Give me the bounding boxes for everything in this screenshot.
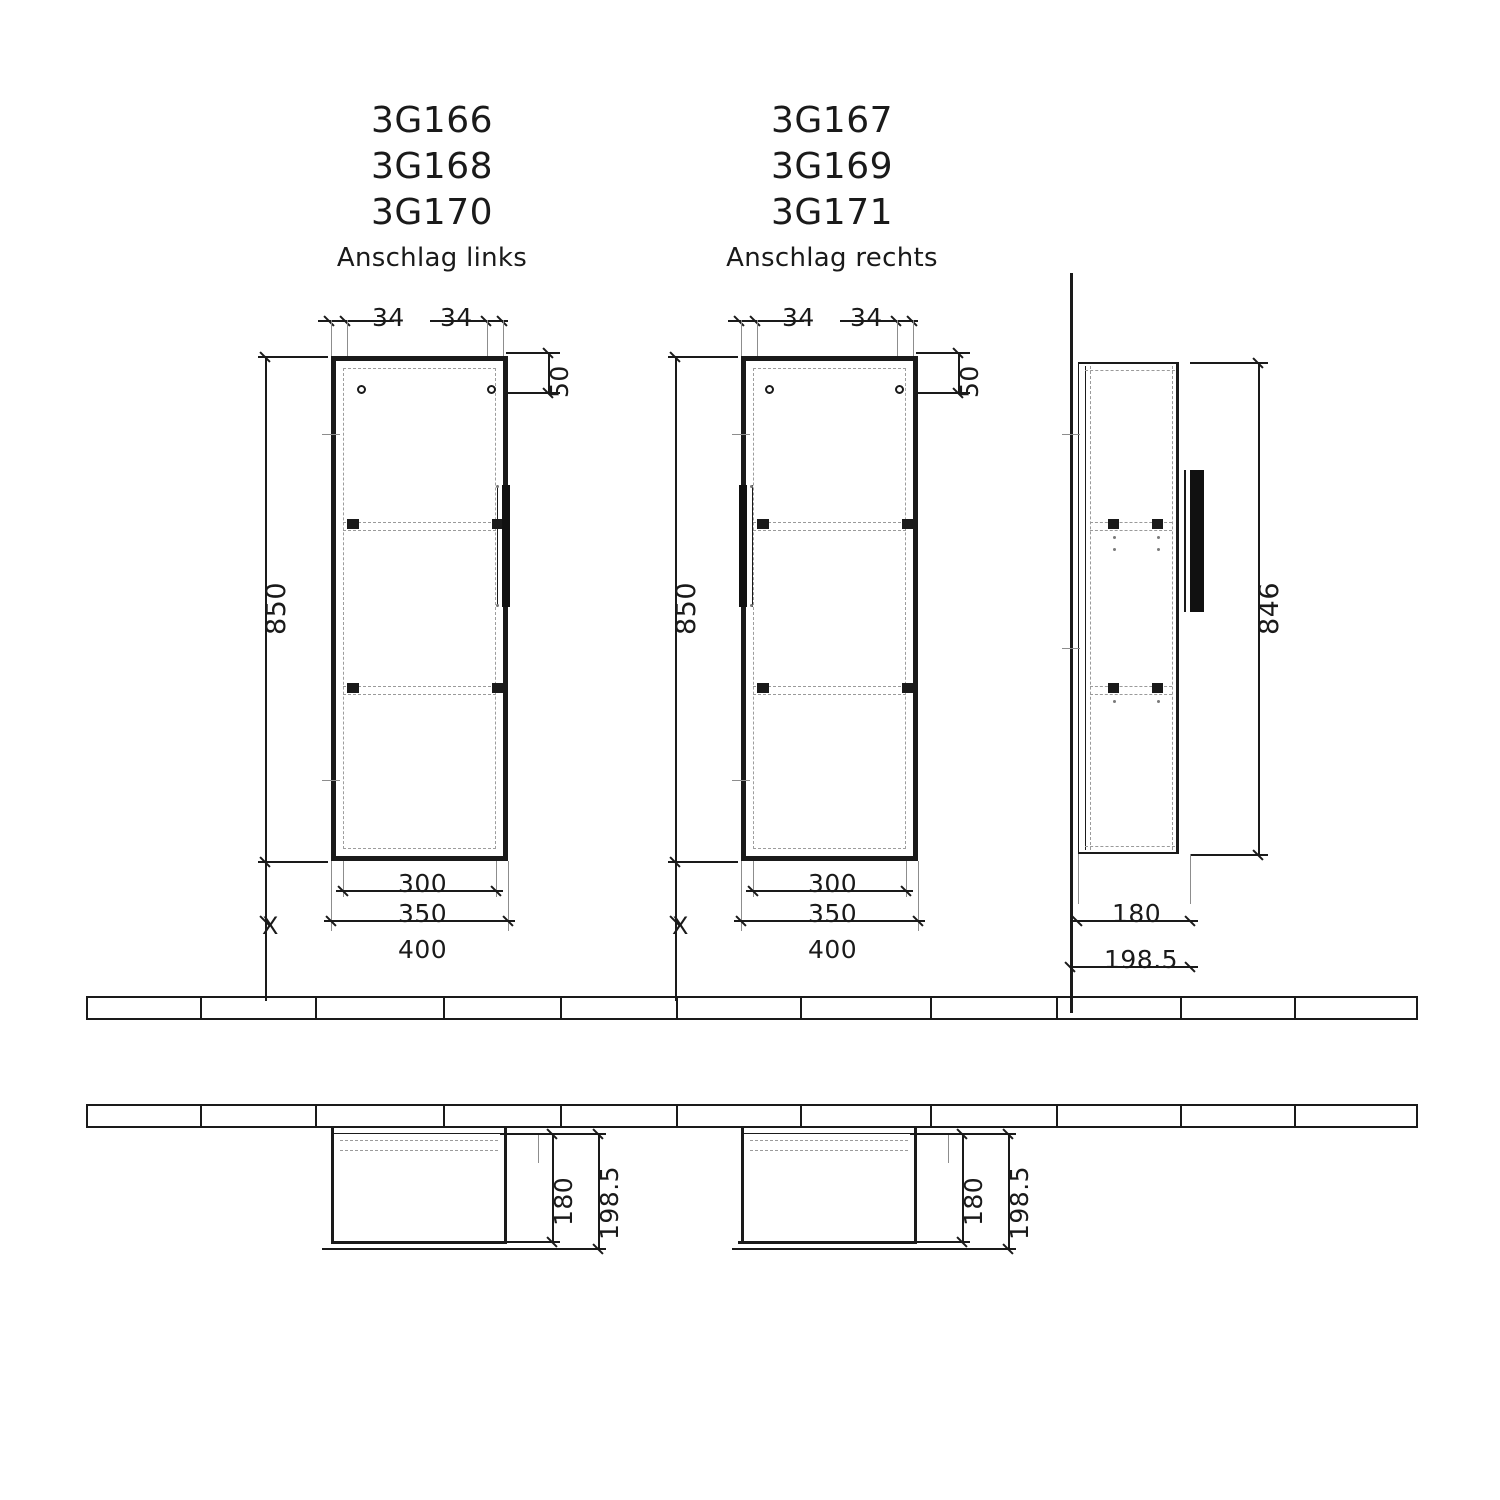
product-code-3g171: 3G171 (770, 192, 893, 234)
bl-inner-dash-2 (340, 1150, 498, 1151)
shelf-bracket (902, 683, 914, 693)
title-middle-subtitle: Anschlag rechts (726, 243, 938, 274)
br-handle-edge (732, 1248, 927, 1250)
door-handle-left (502, 485, 510, 607)
bl-dim-ext-bot-198 (500, 1248, 606, 1250)
section-div (1180, 1104, 1182, 1126)
centre-mark (732, 780, 750, 781)
dim-ext-850-mid-bot (668, 861, 738, 863)
hinge-point-left-2 (487, 385, 496, 394)
title-left-subtitle: Anschlag links (336, 243, 528, 274)
dim-400-left: 400 (398, 935, 448, 964)
bl-inner-dash-1 (340, 1140, 498, 1141)
centre-mark (322, 780, 340, 781)
dot (1113, 548, 1116, 551)
br-inner-dash-2 (750, 1150, 908, 1151)
cabinet-door-panel-middle (753, 368, 906, 849)
shelf-bracket (347, 683, 359, 693)
section-div (800, 1104, 802, 1126)
shelf-bracket (757, 519, 769, 529)
section-div (1294, 1104, 1296, 1126)
dot (1113, 700, 1116, 703)
br-front-edge (738, 1241, 914, 1244)
floor-cap (1416, 996, 1418, 1018)
dot (1113, 536, 1116, 539)
shelf-bracket (1108, 683, 1119, 693)
ext-line (1078, 854, 1079, 904)
shelf-bracket (347, 519, 359, 529)
centre-mark (1062, 648, 1080, 649)
shelf-line-left-1b (343, 530, 496, 531)
side-shelf-1b (1090, 530, 1172, 531)
br-right-edge (914, 1126, 917, 1244)
side-inner-dash-top (1085, 370, 1175, 371)
hinge-point-mid-2 (895, 385, 904, 394)
handle-edge (497, 485, 498, 607)
floor-div (930, 996, 932, 1018)
shelf-bracket (757, 683, 769, 693)
br-inner-dash-1 (750, 1140, 908, 1141)
section-cap (1416, 1104, 1418, 1126)
shelf-line-mid-1 (753, 522, 906, 523)
centre-mark (322, 434, 340, 435)
section-div (200, 1104, 202, 1126)
floor-div (1294, 996, 1296, 1018)
dot (1157, 536, 1160, 539)
hinge-point-mid-1 (765, 385, 774, 394)
shelf-line-left-1 (343, 522, 496, 523)
handle-edge-side (1184, 470, 1186, 612)
ext-line (1190, 854, 1191, 904)
floor-div (315, 996, 317, 1018)
shelf-line-mid-2b (753, 694, 906, 695)
br-dim-ext-bot-198 (910, 1248, 1016, 1250)
title-block-left (322, 98, 542, 276)
section-div (676, 1104, 678, 1126)
shelf-line-left-2b (343, 694, 496, 695)
dim-34-left-a: 34 (372, 303, 405, 332)
shelf-bracket (1152, 519, 1163, 529)
dot (1157, 700, 1160, 703)
br-left-edge (741, 1126, 744, 1244)
dim-850-mid: 850 (671, 581, 702, 635)
side-front-edge (1176, 362, 1179, 854)
shelf-bracket (902, 519, 914, 529)
dim-180-side: 180 (1112, 899, 1162, 928)
dim-ext-850-left-top (258, 356, 328, 358)
dim-198-bottom-left: 198.5 (595, 1165, 624, 1240)
dim-350-mid: 350 (808, 899, 858, 928)
side-inner-dash-bot (1085, 846, 1175, 847)
floor-div (560, 996, 562, 1018)
floor-line-top (86, 996, 1418, 998)
section-div (930, 1104, 932, 1126)
section-div (443, 1104, 445, 1126)
section-div (315, 1104, 317, 1126)
floor-div (676, 996, 678, 1018)
dot (750, 485, 753, 488)
section-line-top (86, 1104, 1418, 1106)
dim-x-left: X (262, 912, 279, 940)
floor-div (800, 996, 802, 1018)
bl-left-edge (331, 1126, 334, 1244)
shelf-line-left-2 (343, 686, 496, 687)
dim-198-side: 198.5 (1104, 945, 1179, 974)
bl-back-edge (331, 1133, 507, 1134)
shelf-line-mid-2 (753, 686, 906, 687)
section-div (1056, 1104, 1058, 1126)
dim-34-left-b: 34 (440, 303, 473, 332)
product-code-3g167: 3G167 (770, 100, 893, 141)
dim-300-left: 300 (398, 869, 448, 898)
side-inner-dash (1172, 366, 1173, 850)
shelf-bracket (492, 683, 504, 693)
ext-line (538, 1133, 539, 1163)
product-code-3g169: 3G169 (770, 146, 893, 188)
dim-x-mid: X (672, 912, 689, 940)
floor-div (443, 996, 445, 1018)
centre-mark (1062, 434, 1080, 435)
dim-850-left: 850 (261, 581, 292, 635)
product-code-3g166: 3G166 (370, 100, 493, 141)
door-handle-middle (739, 485, 747, 607)
shelf-line-mid-1b (753, 530, 906, 531)
side-shelf-2b (1090, 694, 1172, 695)
floor-div (200, 996, 202, 1018)
dim-50-mid: 50 (955, 365, 984, 398)
dim-400-mid: 400 (808, 935, 858, 964)
dot (1157, 548, 1160, 551)
dim-line-50-mid-top (916, 352, 970, 354)
floor-line-bottom (86, 1018, 1418, 1020)
handle-edge (752, 485, 753, 607)
ext-line (948, 1133, 949, 1163)
door-handle-side (1190, 470, 1204, 612)
section-cap (86, 1104, 88, 1126)
dot (496, 485, 499, 488)
floor-cap (86, 996, 88, 1018)
br-back-edge (741, 1133, 917, 1134)
floor-div (1180, 996, 1182, 1018)
floor-div (1056, 996, 1058, 1018)
shelf-bracket (1152, 683, 1163, 693)
section-line-bottom (86, 1126, 1418, 1128)
shelf-bracket (1108, 519, 1119, 529)
product-code-3g170: 3G170 (370, 192, 493, 234)
dim-180-bottom-right: 180 (959, 1176, 988, 1226)
side-top-edge (1078, 362, 1178, 364)
bl-handle-edge (322, 1248, 517, 1250)
dot (750, 604, 753, 607)
dot (496, 604, 499, 607)
side-inner-dash (1090, 366, 1091, 850)
centre-mark (732, 434, 750, 435)
cabinet-door-panel-left (343, 368, 496, 849)
hinge-point-left-1 (357, 385, 366, 394)
bl-right-edge (504, 1126, 507, 1244)
section-div (560, 1104, 562, 1126)
dim-line-50-left-top (506, 352, 560, 354)
product-code-3g168: 3G168 (370, 146, 493, 188)
dim-50-left: 50 (545, 365, 574, 398)
side-bottom-edge (1078, 852, 1178, 854)
title-block-middle (722, 98, 942, 276)
dim-ext-850-mid-top (668, 356, 738, 358)
dim-198-bottom-right: 198.5 (1005, 1165, 1034, 1240)
dim-846: 846 (1254, 581, 1285, 635)
side-back-edge-2 (1085, 366, 1086, 850)
dim-34-mid-a: 34 (782, 303, 815, 332)
dim-34-mid-b: 34 (850, 303, 883, 332)
side-back-edge (1078, 362, 1079, 854)
wall-line (1070, 273, 1073, 1013)
bl-front-edge (331, 1241, 507, 1244)
dim-350-left: 350 (398, 899, 448, 928)
dim-ext-850-left-bot (258, 861, 328, 863)
dim-300-mid: 300 (808, 869, 858, 898)
dim-180-bottom-left: 180 (549, 1176, 578, 1226)
